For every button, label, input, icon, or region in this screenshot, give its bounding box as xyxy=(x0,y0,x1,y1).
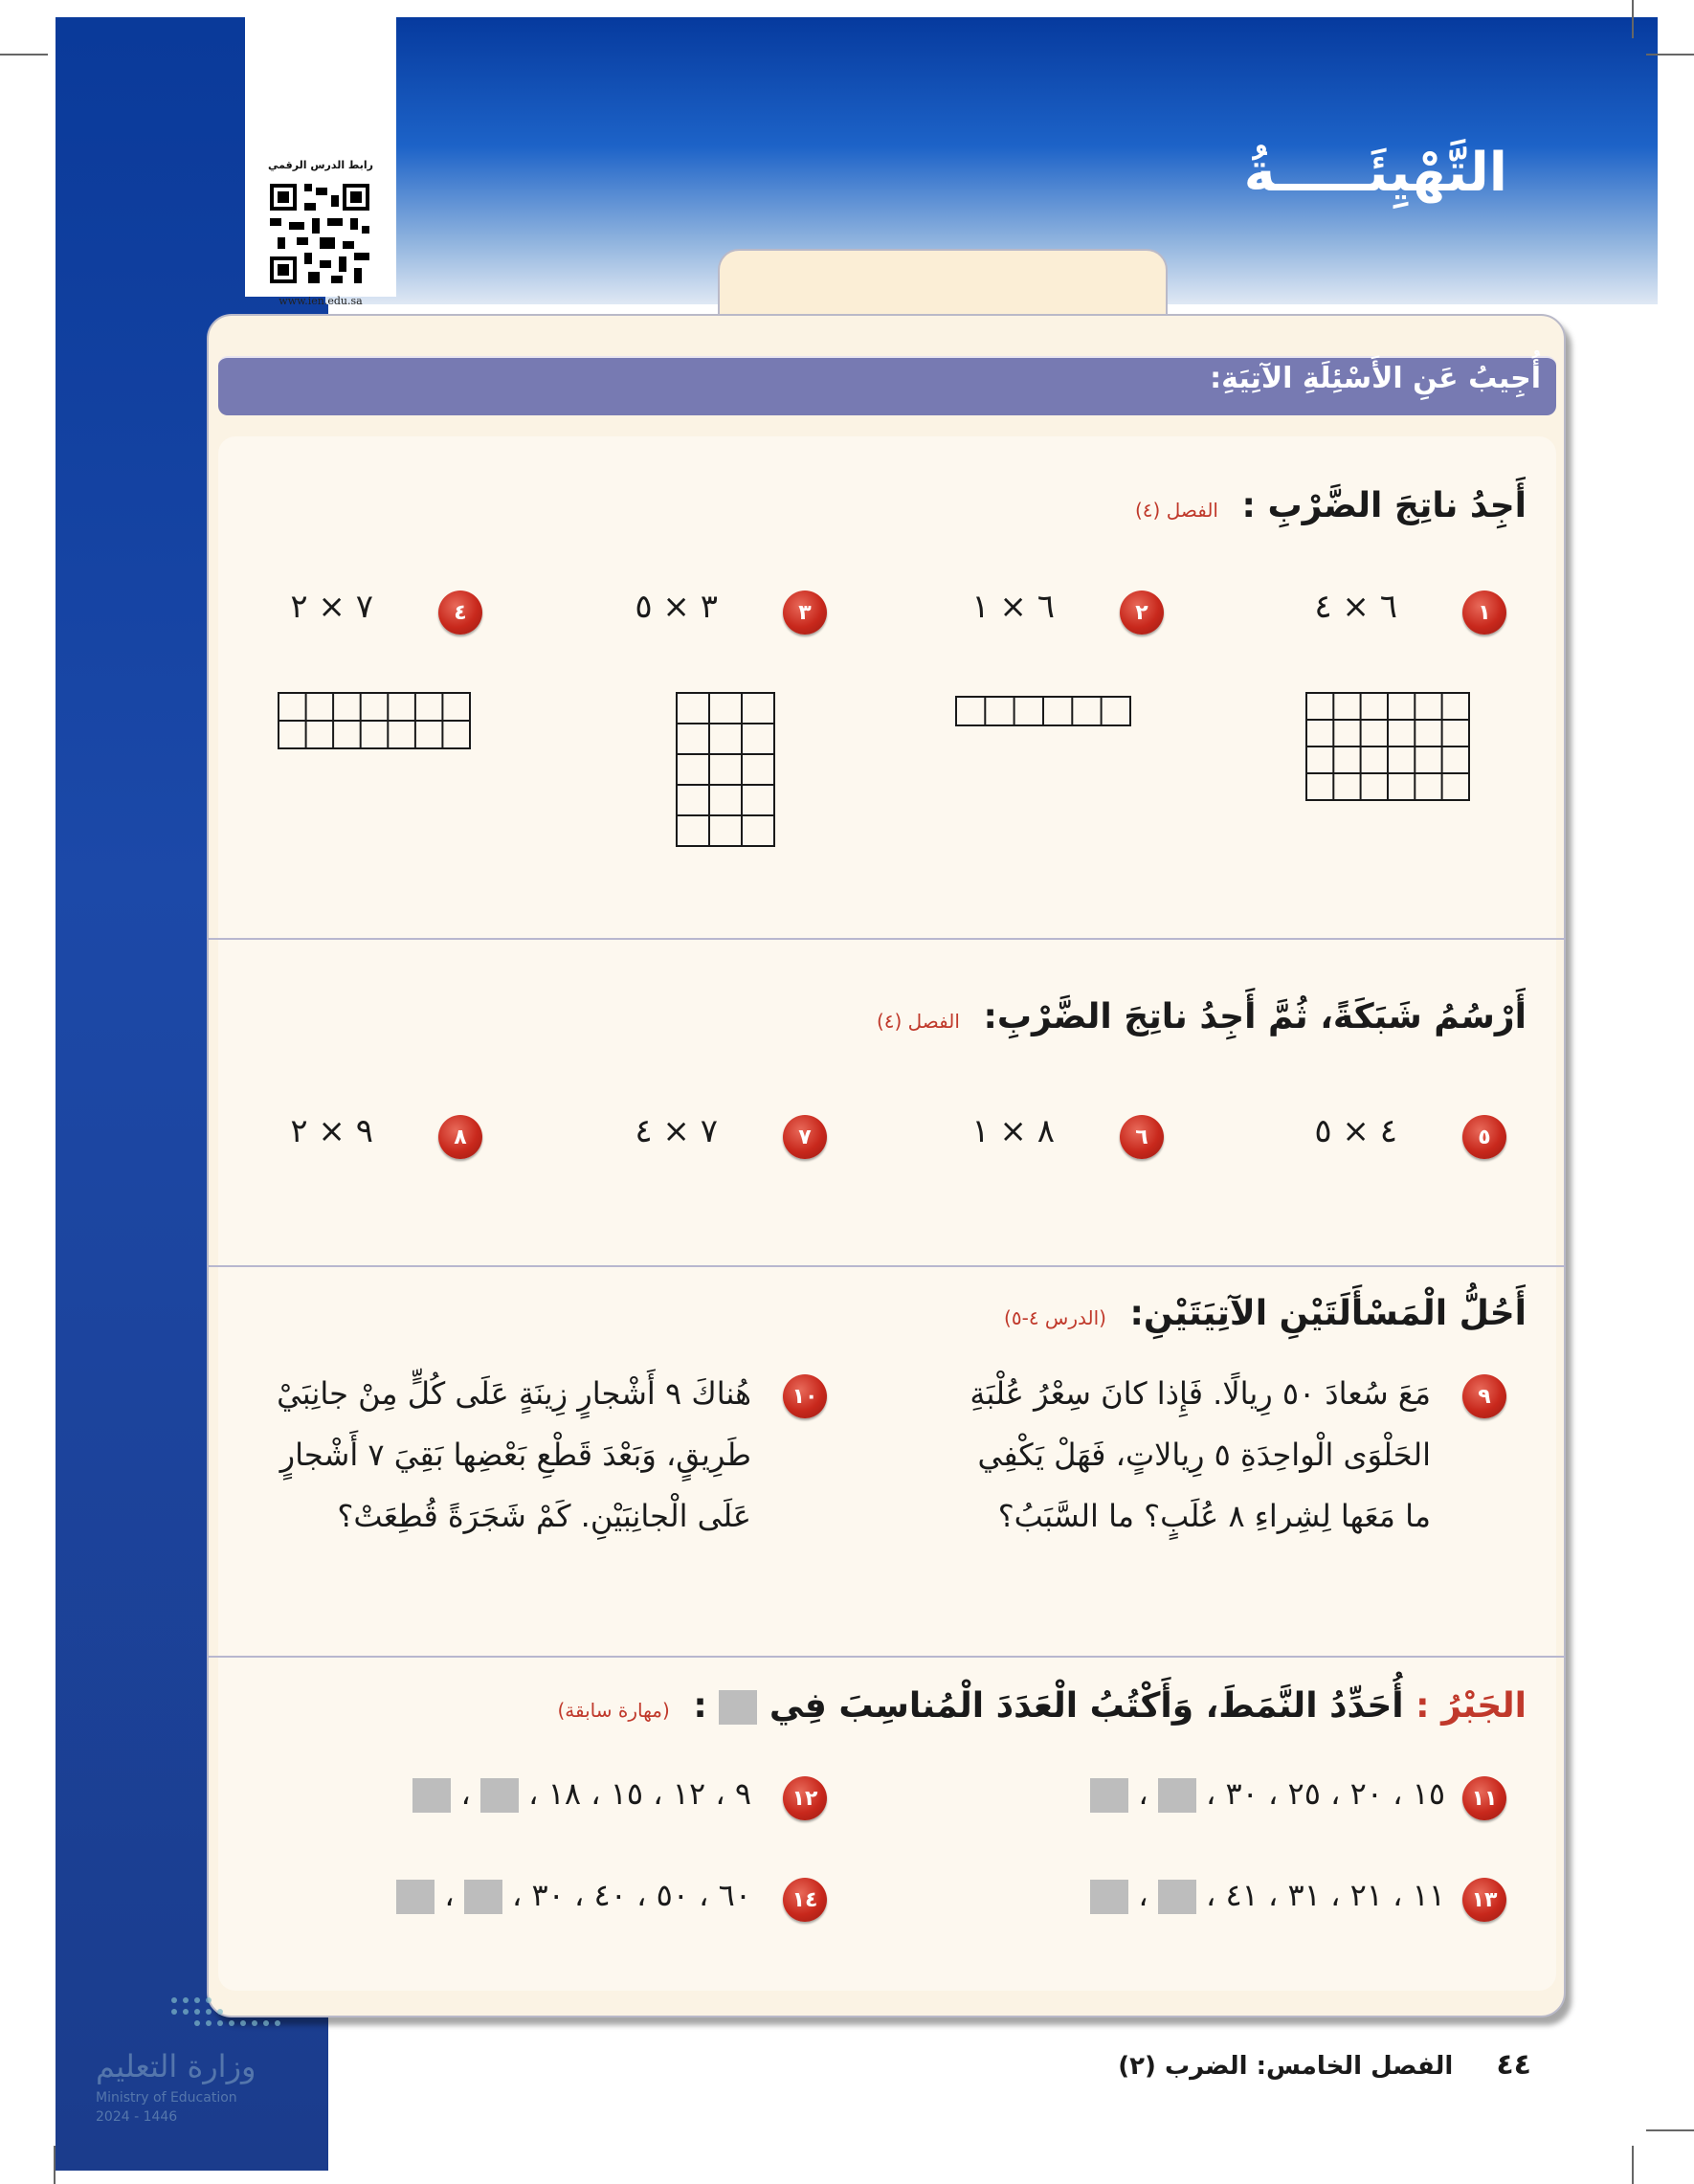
answer-box[interactable] xyxy=(480,1778,519,1813)
item-expression: ٦ × ٤ xyxy=(1314,588,1397,626)
section-divider xyxy=(207,1656,1566,1658)
ministry-logo xyxy=(96,1991,287,2144)
section4-title: الجَبْرُ : أُحَدِّدُ النَّمَطَ، وَأَكْتُبُ الْعَدَدَ الْمُناسِبَ فِي : (مهارة سابقة) xyxy=(557,1686,1527,1726)
sequence-row: ٦٠ ، ٥٠ ، ٤٠ ، ٣٠ ، ، xyxy=(396,1877,751,1914)
chapter-title: الفصل الخامس: الضرب (٢) xyxy=(1118,2052,1454,2081)
item-number-badge: ١٣ xyxy=(1462,1878,1506,1922)
sequence-row: ٩ ، ١٢ ، ١٥ ، ١٨ ، ، xyxy=(412,1775,751,1813)
section4-ref: (مهارة سابقة) xyxy=(557,1699,670,1722)
section3-title xyxy=(1004,1294,1527,1333)
ministry-name-ar: وزارة التعليم xyxy=(96,2048,256,2084)
section4-title-text: أُحَدِّدُ النَّمَطَ، وَأَكْتُبُ الْعَدَدَ الْمُناسِبَ فِي xyxy=(769,1686,1404,1726)
item-number-badge: ٥ xyxy=(1462,1115,1506,1159)
answer-box[interactable] xyxy=(1158,1880,1196,1914)
section2-title-text: أَرْسُمُ شَبَكَةً، ثُمَّ أَجِدُ ناتِجَ الضَّرْبِ: xyxy=(983,997,1527,1036)
sequence-text: ٩ ، ١٢ ، ١٥ ، ١٨ ، xyxy=(528,1775,751,1812)
answer-box[interactable] xyxy=(1090,1880,1128,1914)
item-number-badge: ١٠ xyxy=(783,1374,827,1418)
answer-box[interactable] xyxy=(1158,1778,1196,1813)
word-problem-10 xyxy=(215,1363,751,1547)
answer-box[interactable] xyxy=(464,1880,502,1914)
problem-line: ما مَعَها لِشِراءِ ٨ عُلَبٍ؟ ما السَّبَبُ؟ xyxy=(997,1498,1431,1534)
crop-mark xyxy=(1646,54,1694,56)
array-grid-4x6 xyxy=(1305,692,1470,801)
section2-title xyxy=(877,997,1527,1036)
item-number-badge: ٧ xyxy=(783,1115,827,1159)
item-number-badge: ٩ xyxy=(1462,1374,1506,1418)
item-number-badge: ٢ xyxy=(1120,591,1164,635)
item-expression: ٨ × ١ xyxy=(971,1112,1055,1150)
sequence-row: ١٥ ، ٢٠ ، ٢٥ ، ٣٠ ، ، xyxy=(1090,1775,1445,1813)
item-number-badge: ٨ xyxy=(438,1115,482,1159)
crop-mark xyxy=(0,54,48,56)
crop-mark xyxy=(1646,2129,1694,2131)
content-area xyxy=(218,436,1556,1991)
qr-code-icon[interactable] xyxy=(266,180,373,287)
sequence-text: ٦٠ ، ٥٠ ، ٤٠ ، ٣٠ ، xyxy=(511,1877,751,1913)
array-grid-1x6 xyxy=(955,696,1131,726)
item-expression: ٦ × ١ xyxy=(971,588,1055,626)
qr-url[interactable]: www.ien.edu.sa xyxy=(279,295,363,307)
item-number-badge: ٣ xyxy=(783,591,827,635)
ministry-dots-icon xyxy=(165,1991,308,2039)
section1-title xyxy=(1135,486,1527,525)
answer-box[interactable] xyxy=(396,1880,435,1914)
problem-line: طَرِيقٍ، وَبَعْدَ قَطْعِ بَعْضِها بَقِيَ ٧ أَشْجارٍ xyxy=(279,1437,751,1473)
ministry-name-en: Ministry of Education xyxy=(96,2090,237,2106)
page-footer xyxy=(1118,2048,1531,2082)
item-number-badge: ١ xyxy=(1462,591,1506,635)
answer-box[interactable] xyxy=(1090,1778,1128,1813)
crop-mark xyxy=(1632,0,1634,38)
crop-mark xyxy=(1632,2146,1634,2184)
section3-ref: (الدرس ٤-٥) xyxy=(1004,1306,1106,1329)
item-number-badge: ١٢ xyxy=(783,1776,827,1820)
sequence-text: ١١ ، ٢١ ، ٣١ ، ٤١ ، xyxy=(1205,1877,1445,1913)
word-problem-9 xyxy=(895,1363,1431,1547)
answer-box xyxy=(719,1690,757,1725)
problem-line: هُناكَ ٩ أَشْجارٍ زِينَةٍ عَلَى كُلٍّ مِنْ جانِبَيْ xyxy=(277,1375,751,1412)
section4-label: الجَبْرُ : xyxy=(1415,1686,1527,1726)
problem-line: الحَلْوَى الْواحِدَةِ ٥ رِيالاتٍ، فَهَلْ يَكْفِي xyxy=(977,1437,1431,1473)
problem-line: عَلَى الْجانِبَيْنِ. كَمْ شَجَرَةً قُطِعَتْ؟ xyxy=(337,1498,751,1534)
instruction-text: أُجِيبُ عَنِ الأَسْئِلَةِ الآتِيَةِ: xyxy=(1210,362,1541,395)
sequence-text: ١٥ ، ٢٠ ، ٢٥ ، ٣٠ ، xyxy=(1205,1775,1445,1812)
section-divider xyxy=(207,938,1566,940)
item-expression: ٩ × ٢ xyxy=(290,1112,373,1150)
section1-ref: الفصل (٤) xyxy=(1134,499,1218,522)
page-title: التَّهْيِئَـــــةُ xyxy=(1243,142,1507,204)
section2-ref: الفصل (٤) xyxy=(876,1010,960,1033)
item-expression: ٣ × ٥ xyxy=(635,588,718,626)
array-grid-2x7 xyxy=(278,692,471,749)
item-number-badge: ١١ xyxy=(1462,1776,1506,1820)
sequence-row: ١١ ، ٢١ ، ٣١ ، ٤١ ، ، xyxy=(1090,1877,1445,1914)
ministry-year: 2024 - 1446 xyxy=(96,2109,178,2125)
item-number-badge: ١٤ xyxy=(783,1878,827,1922)
section3-title-text: أَحُلُّ الْمَسْأَلَتَيْنِ الآتِيَتَيْنِ: xyxy=(1129,1294,1527,1333)
item-number-badge: ٦ xyxy=(1120,1115,1164,1159)
section-divider xyxy=(207,1265,1566,1267)
item-expression: ٧ × ٤ xyxy=(635,1112,718,1150)
array-grid-5x3 xyxy=(676,692,775,847)
item-expression: ٧ × ٢ xyxy=(290,588,373,626)
qr-card xyxy=(245,17,396,307)
answer-box[interactable] xyxy=(412,1778,451,1813)
problem-line: مَعَ سُعادَ ٥٠ رِيالًا. فَإِذا كانَ سِعْرُ عُلْبَةِ xyxy=(970,1375,1431,1412)
section1-title-text: أَجِدُ ناتِجَ الضَّرْبِ : xyxy=(1241,486,1527,525)
crop-mark xyxy=(54,2146,56,2184)
item-expression: ٤ × ٥ xyxy=(1314,1112,1397,1150)
page-number: ٤٤ xyxy=(1496,2048,1531,2082)
qr-label: رابط الدرس الرقمي xyxy=(268,159,373,171)
item-number-badge: ٤ xyxy=(438,591,482,635)
